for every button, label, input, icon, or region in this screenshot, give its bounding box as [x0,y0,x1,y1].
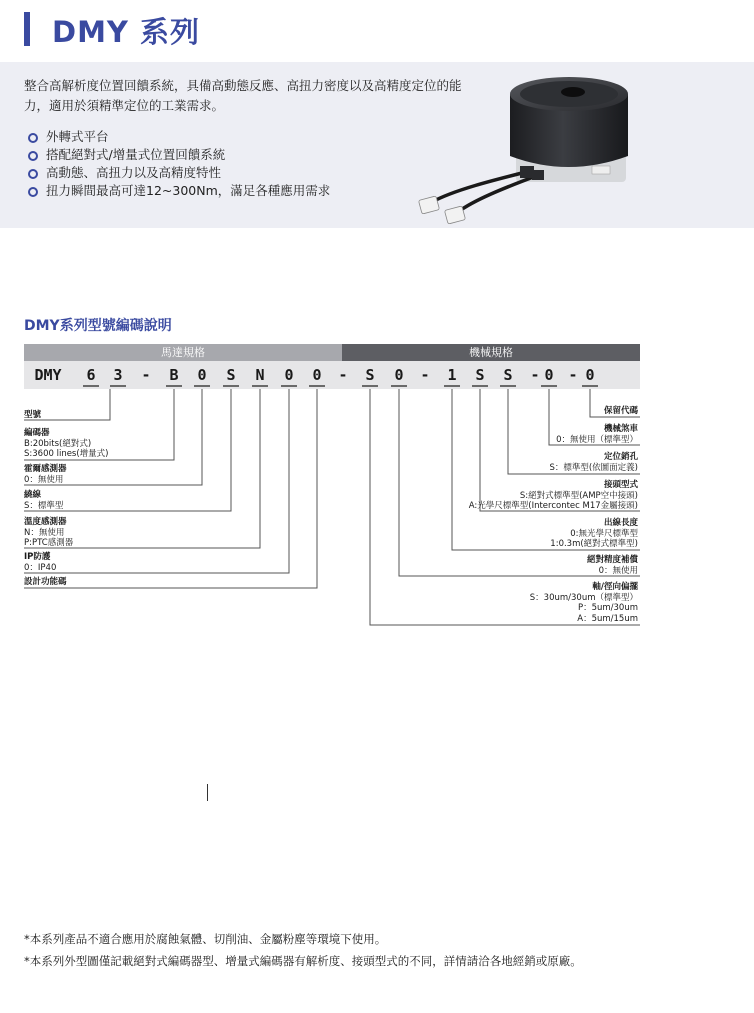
code-char: - [568,366,578,384]
footnotes [24,928,582,972]
label-line: A：5um/15um [577,613,638,624]
label-line: 1:0.3m(絕對式標準型) [550,539,638,549]
code-underline [194,385,210,387]
code-char: S [475,366,485,384]
label-head: 設計功能碼 [24,577,67,587]
label-head: 溫度感測器 [24,517,67,527]
label-line: 0：IP40 [24,562,57,573]
label-line: A:光學尺標準型(Intercontec M17金屬接頭) [468,501,638,511]
code-label-runout [530,582,638,624]
label-head: 出線長度 [603,518,638,528]
text-cursor [207,784,208,801]
label-head: 絕對精度補償 [586,555,638,565]
feature-item [24,128,330,146]
label-line: 0:無光學尺標準型 [570,528,638,539]
code-underline [362,385,378,387]
intro-description [24,76,474,116]
code-underline [83,385,99,387]
code-char: 0 [284,366,294,384]
code-char: DMY [34,366,62,384]
label-line: S：標準型 [24,500,64,511]
label-line: S:3600 lines(增量式) [24,449,109,459]
label-line: B:20bits(絕對式) [24,438,92,449]
code-label-accuracy-comp [587,555,638,576]
feature-text: 高動態、高扭力以及高精度特性 [46,165,222,180]
code-char: - [338,366,348,384]
intro-line-1: 整合高解析度位置回饋系統，具備高動態反應、高扭力密度以及高精度定位的能 [24,78,462,93]
code-underline [500,385,516,387]
feature-item [24,164,330,182]
code-underline [281,385,297,387]
label-line: S：30um/30um（標準型） [529,592,638,603]
code-char: - [420,366,430,384]
feature-text: 搭配絕對式/增量式位置回饋系統 [46,147,226,162]
code-char: S [365,366,375,384]
label-head: 保留代碼 [603,406,638,416]
bullet-icon [28,187,38,197]
feature-text: 外轉式平台 [46,129,109,144]
feature-item [24,182,330,200]
feature-list [24,128,330,200]
label-head: 接頭型式 [603,480,638,490]
code-label-encoder [24,428,109,460]
label-line: 0：無使用 [24,474,64,485]
label-head: 繞線 [24,490,42,500]
code-underline [166,385,182,387]
code-underline [541,385,557,387]
code-label-model [24,410,41,421]
code-underline [472,385,488,387]
label-head: 軸/徑向偏擺 [592,582,638,592]
bullet-icon [28,169,38,179]
code-underline [252,385,268,387]
code-char: 3 [113,366,123,384]
code-underline [223,385,239,387]
model-code-heading: DMY系列型號編碼說明 [24,318,172,334]
title-accent-bar [24,12,30,46]
label-head: 機械煞車 [603,424,638,434]
code-label-ip-rating [24,552,56,573]
label-line: S:絕對式標準型(AMP空中接頭) [519,490,638,501]
code-char: N [255,366,265,384]
code-label-cable-length [550,518,638,550]
code-label-hall-sensor [24,464,67,485]
label-head: 霍爾感測器 [24,464,67,474]
label-line: P:PTC感測器 [24,538,74,548]
label-line: 0：無使用 [598,565,638,576]
code-char: 1 [447,366,457,384]
code-underline [309,385,325,387]
label-head: 型號 [24,410,42,420]
footnote-1: *本系列產品不適合應用於腐蝕氣體、切削油、金屬粉塵等環境下使用。 [24,932,387,946]
code-underline [110,385,126,387]
code-char: - [141,366,151,384]
motor-spec-header: 馬達規格 [24,344,342,361]
code-char: B [169,366,179,384]
label-line: N：無使用 [24,527,65,538]
code-char: S [503,366,513,384]
code-underline [582,385,598,387]
feature-text: 扭力瞬間最高可達12~300Nm，滿足各種應用需求 [46,183,331,198]
motor-product-image [414,68,646,224]
label-line: 0：無使用（標準型） [556,434,638,445]
code-label-design-code [24,577,67,588]
label-line: S：標準型(依圖面定義) [549,462,638,473]
code-label-brake [556,424,638,445]
code-char: 0 [197,366,207,384]
code-char: 0 [544,366,554,384]
code-underline [391,385,407,387]
code-label-winding [24,490,63,511]
code-underline [444,385,460,387]
bullet-icon [28,151,38,161]
code-label-connector [469,480,638,512]
label-head: 編碼器 [24,428,50,438]
bullet-icon [28,133,38,143]
code-char: 0 [312,366,322,384]
code-char: 0 [394,366,404,384]
footnote-2: *本系列外型圖僅記載絕對式編碼器型、增量式編碼器有解析度、接頭型式的不同，詳情請洽各地經銷或原廠。 [24,954,582,968]
code-label-reserved [604,406,638,417]
label-line: P：5um/30um [577,603,638,613]
code-char: 6 [86,366,96,384]
label-head: 定位銷孔 [603,452,638,462]
code-label-temp-sensor [24,517,73,549]
code-char: S [226,366,236,384]
mech-spec-header: 機械規格 [342,344,640,361]
intro-line-2: 力，適用於須精準定位的工業需求。 [24,98,225,113]
code-char: 0 [585,366,595,384]
page-title: DMY 系列 [52,15,201,49]
code-label-pin-hole [549,452,638,473]
feature-item [24,146,330,164]
code-char: - [530,366,540,384]
label-head: IP防護 [24,552,51,562]
